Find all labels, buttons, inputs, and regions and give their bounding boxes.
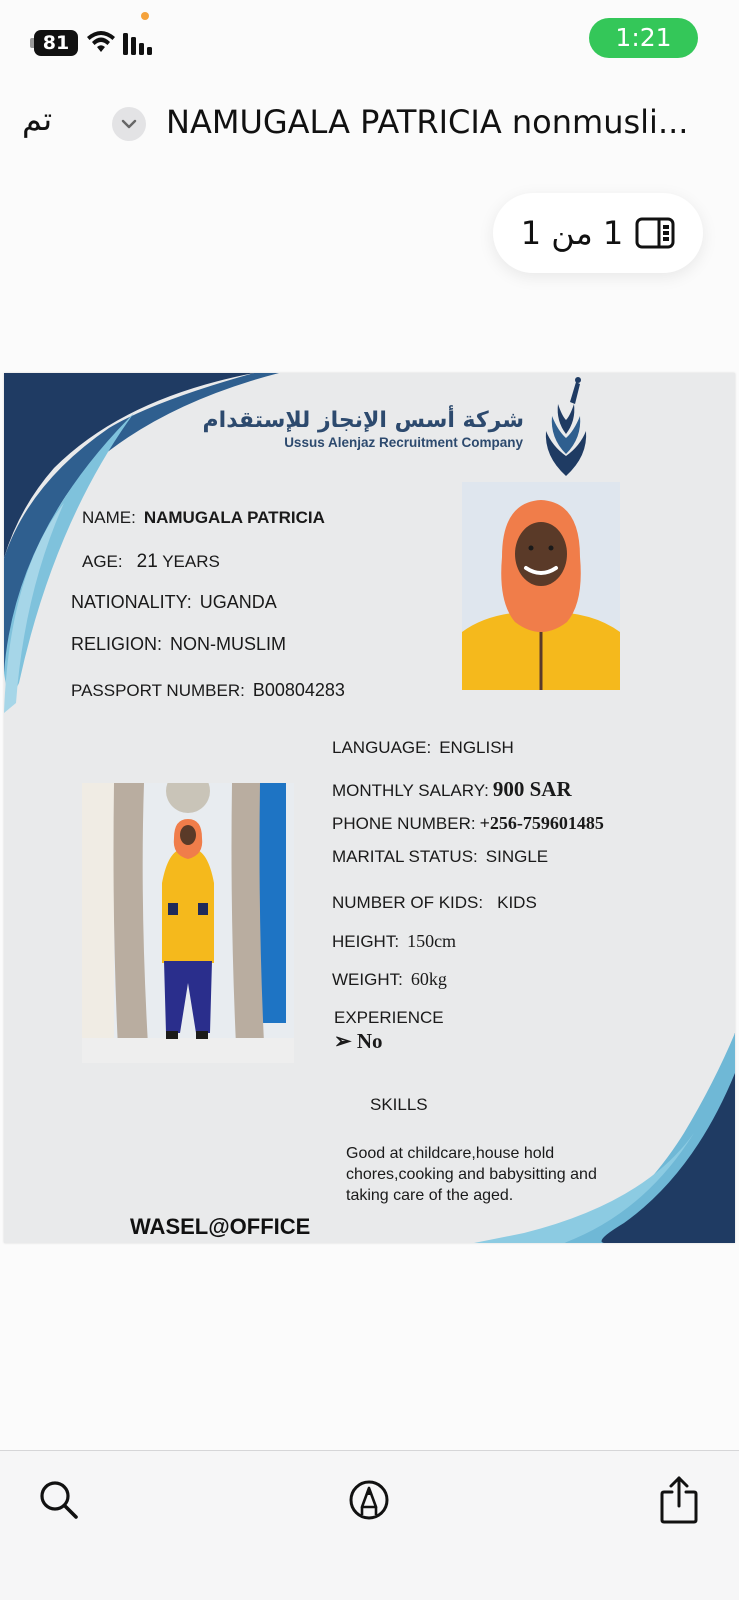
field-name [82,508,325,528]
marital-value: SINGLE [485,847,549,866]
field-phone [332,813,604,834]
portrait-photo [462,482,620,690]
name-value: NAMUGALA PATRICIA [143,508,325,527]
thumbnail-sidebar-icon [635,217,675,249]
chevron-down-icon [121,119,137,129]
privacy-indicator-dot [141,12,149,20]
company-name-english: Ussus Alenjaz Recruitment Company [284,435,523,450]
status-time[interactable]: 1:21 [589,18,698,58]
passport-value: B00804283 [252,680,345,700]
page-indicator[interactable] [493,193,703,273]
weight-label: WEIGHT: [332,970,403,989]
field-marital [332,847,548,867]
navigation-bar [0,95,739,155]
nationality-value: UGANDA [199,592,277,612]
share-button[interactable] [654,1475,704,1525]
status-bar [0,0,739,80]
bottom-toolbar [0,1450,739,1600]
skills-label: SKILLS [370,1095,428,1114]
field-height [332,931,456,952]
office-footer: WASEL@OFFICE [130,1214,311,1239]
field-religion [71,634,286,655]
salary-label: MONTHLY SALARY: [332,781,489,800]
page-indicator-label: 1 من 1 [520,214,624,252]
full-body-photo [82,783,294,1063]
nationality-label: NATIONALITY: [71,592,192,612]
markup-button[interactable] [344,1475,394,1525]
battery-indicator: 81 [34,30,78,56]
weight-value: 60kg [410,969,447,989]
search-button[interactable] [34,1475,84,1525]
field-weight [332,969,447,990]
salary-value: 900 SAR [492,777,572,801]
experience-bullet: ➢ [334,1029,352,1053]
field-passport [71,680,345,701]
field-nationality [71,592,277,613]
age-label: AGE: [82,552,123,571]
wifi-icon [86,30,116,54]
company-name-arabic: شركة أسس الإنجاز للإستقدام [202,408,524,433]
field-salary [332,777,572,802]
marital-label: MARITAL STATUS: [332,847,478,866]
share-icon [659,1475,699,1525]
height-label: HEIGHT: [332,932,400,951]
height-value: 150cm [407,931,457,951]
passport-label: PASSPORT NUMBER: [71,681,245,700]
field-experience [334,1029,383,1054]
field-age [82,551,220,573]
document-title: NAMUGALA PATRICIA nonmusli... [166,103,689,141]
kids-label: NUMBER OF KIDS: [332,893,484,912]
age-number: 21 [136,551,158,572]
done-button[interactable]: تم [22,100,53,138]
field-kids [332,893,537,913]
experience-label: EXPERIENCE [334,1008,444,1027]
phone-value: +256-759601485 [479,813,604,833]
name-label: NAME: [82,508,136,527]
age-unit: YEARS [162,552,220,571]
language-label: LANGUAGE: [332,738,432,757]
experience-value: No [356,1029,383,1053]
field-language [332,738,514,758]
kids-value: KIDS [497,893,537,912]
phone-label: PHONE NUMBER: [332,814,476,833]
religion-label: RELIGION: [71,634,163,654]
skills-text: Good at childcare,house hold chores,cooking and babysitting and taking care of the aged. [346,1145,597,1204]
religion-value: NON-MUSLIM [170,634,287,654]
markup-icon [348,1479,390,1521]
cellular-signal-icon [123,33,155,55]
search-icon [38,1479,80,1521]
company-logo-icon [542,376,590,481]
language-value: ENGLISH [439,738,514,757]
title-menu-button[interactable] [112,107,146,141]
document-page [4,373,735,1243]
